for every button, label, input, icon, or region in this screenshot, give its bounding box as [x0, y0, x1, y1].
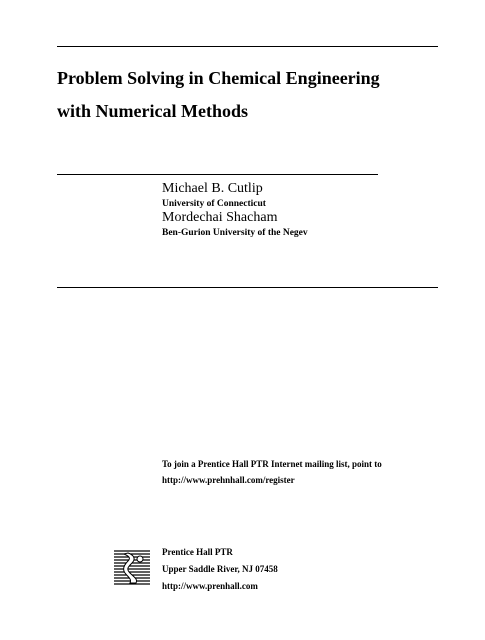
book-title-line-1: Problem Solving in Chemical Engineering [57, 68, 380, 88]
author-affiliation: University of Connecticut [162, 199, 266, 209]
prentice-hall-logo-icon [114, 549, 150, 585]
author-name: Michael B. Cutlip [162, 181, 263, 196]
mailing-list-url: http://www.prehnhall.com/register [162, 475, 295, 485]
book-title-line-2: with Numerical Methods [57, 101, 248, 121]
author-affiliation: Ben-Gurion University of the Negev [162, 228, 308, 238]
publisher-name: Prentice Hall PTR [162, 547, 233, 557]
mailing-list-note: To join a Prentice Hall PTR Internet mailing list, point to [162, 459, 382, 469]
author-name: Mordechai Shacham [162, 210, 278, 225]
bottom-rule [57, 287, 438, 288]
middle-rule [57, 174, 378, 175]
publisher-address: Upper Saddle River, NJ 07458 [162, 564, 278, 574]
publisher-url: http://www.prenhall.com [162, 581, 258, 591]
top-rule [57, 46, 438, 47]
